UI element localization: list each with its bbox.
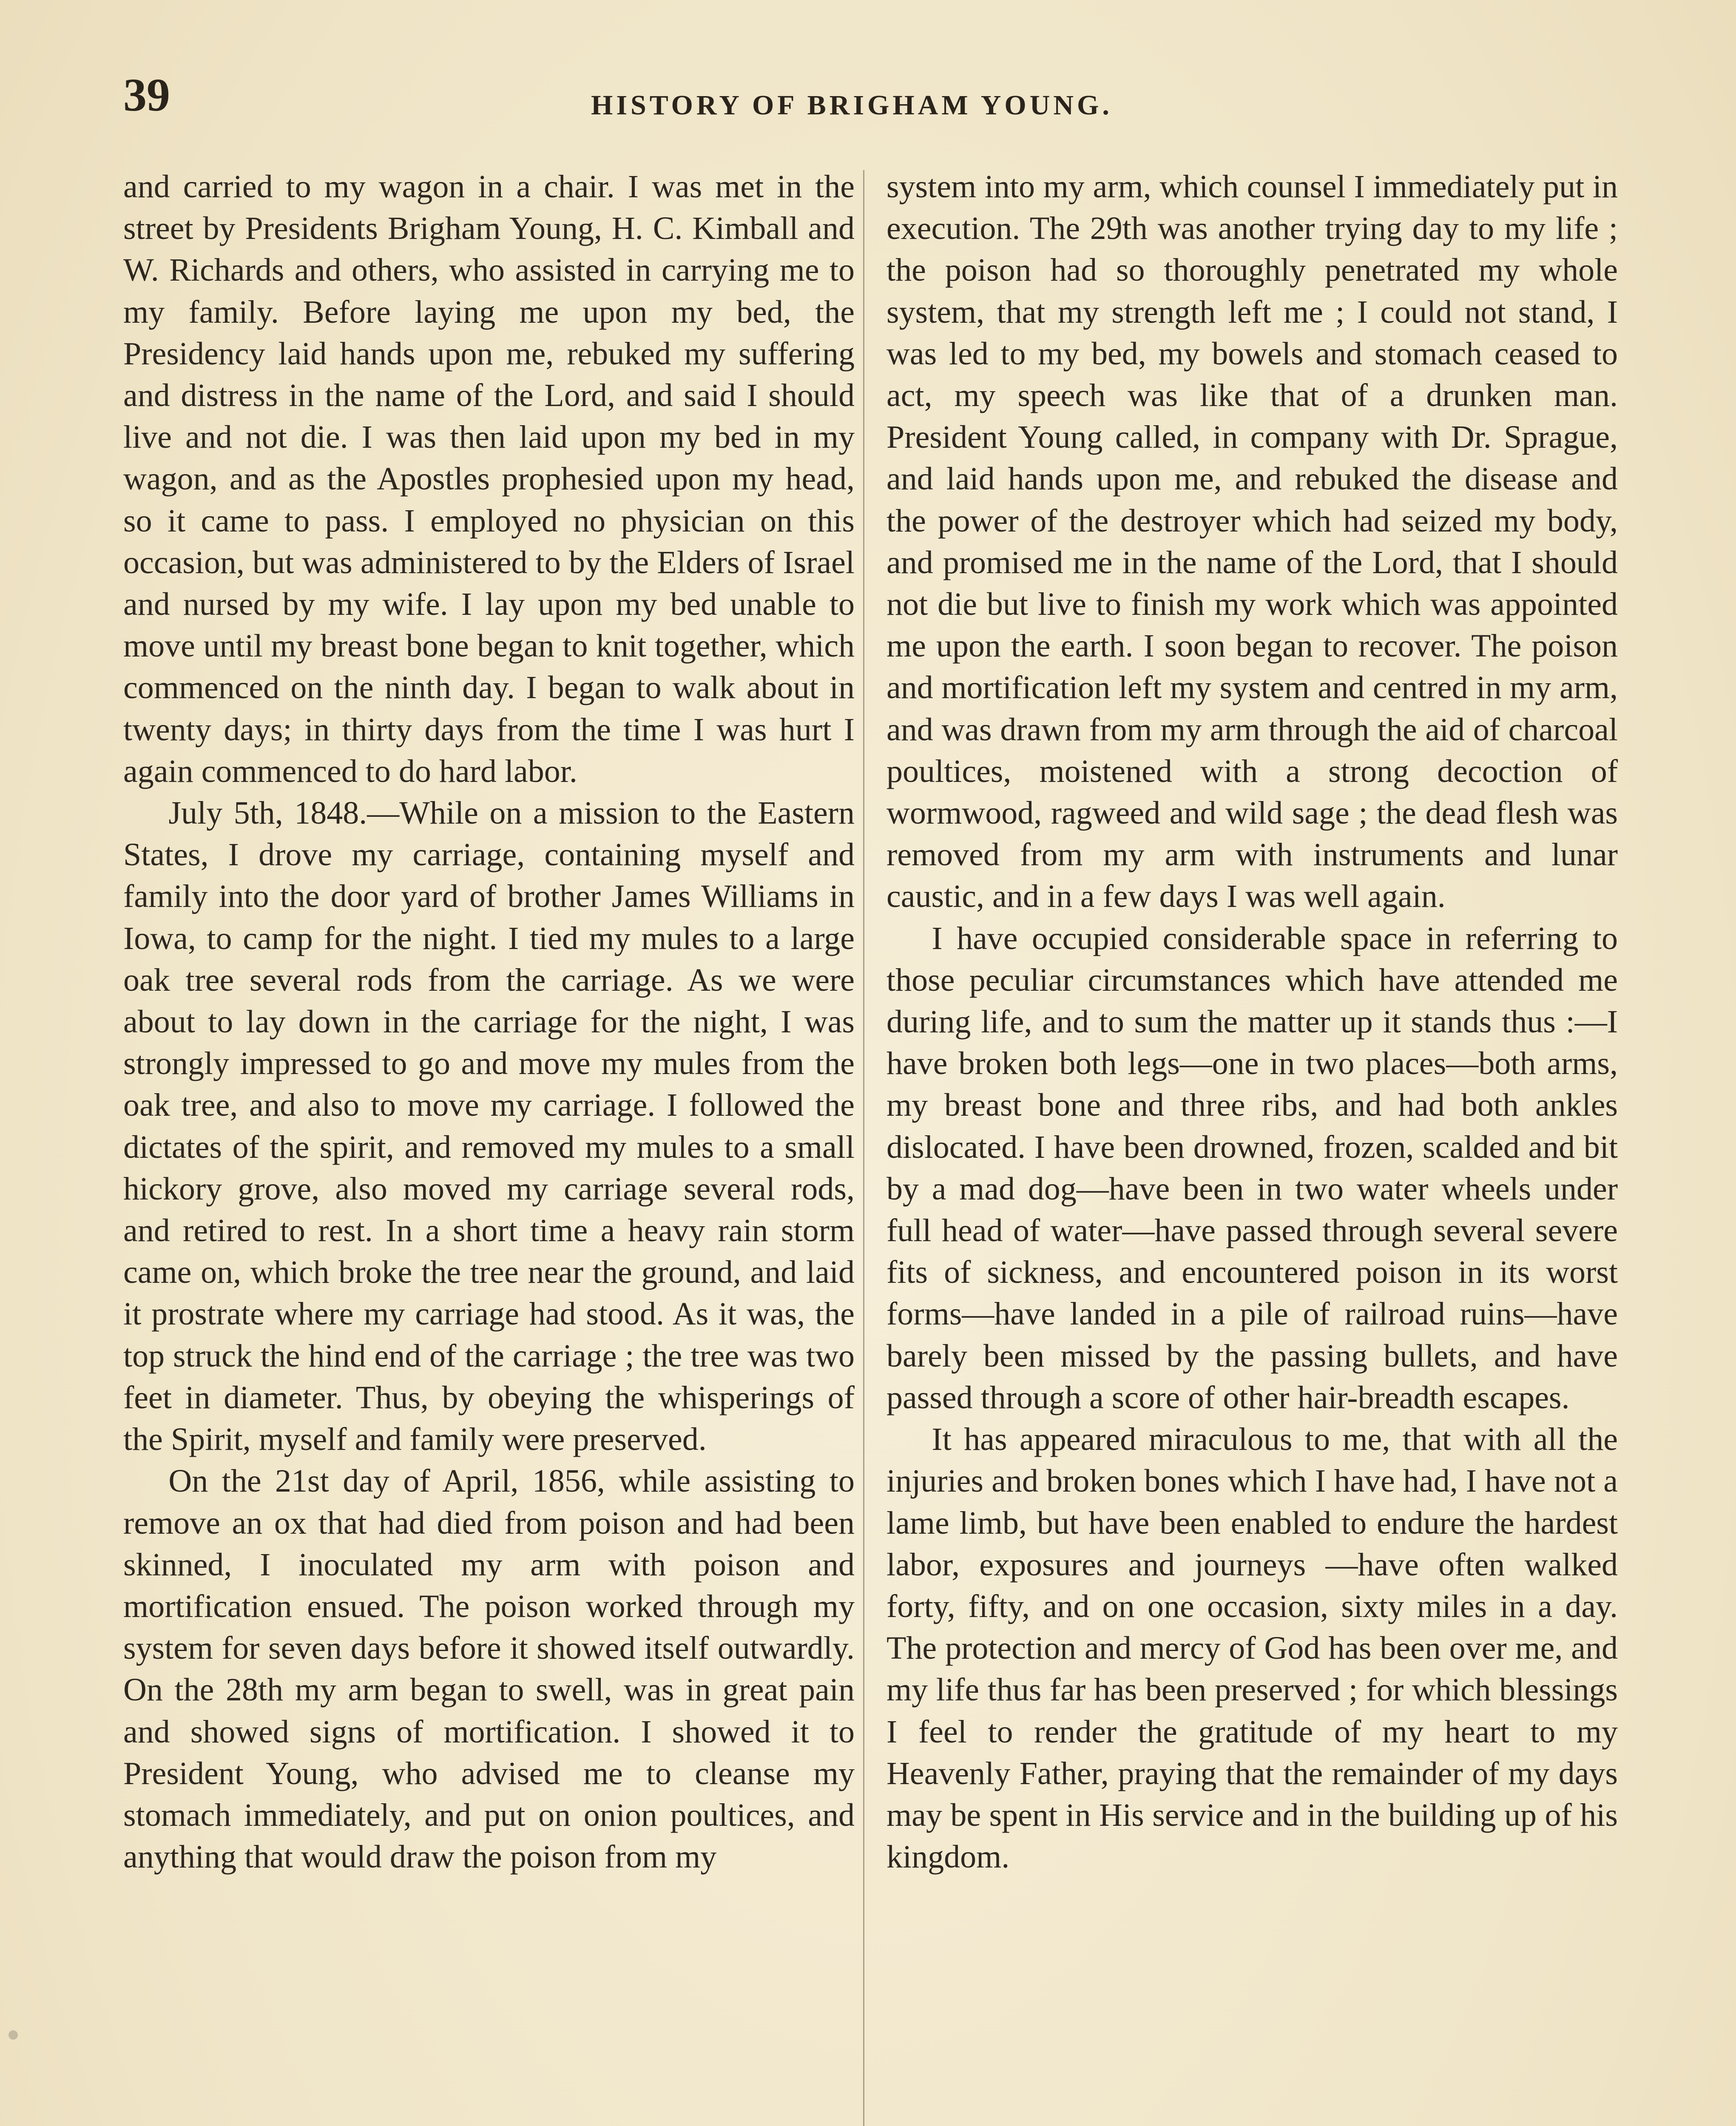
- paragraph: and carried to my wagon in a chair. I was met in the street by Presidents Brigham Young, H. C. Kimball and W. Richards and others, who assisted in carrying me to my family. Before laying me upon my bed, the Presidency laid hands upon me, rebuked my suffering and distress in the name of the Lord, and said I should live and not die. I was then laid upon my bed in my wagon, and as the Apostles prophesied upon my head, so it came to pass. I employed no physician on this occasion, but was administered to by the Elders of Israel and nursed by my wife. I lay upon my bed unable to move until my breast bone began to knit together, which commenced on the ninth day. I began to walk about in twenty days; in thirty days from the time I was hurt I again commenced to do hard labor.: [123, 169, 855, 789]
- page-header: [123, 64, 1620, 128]
- paragraph: system into my arm, which counsel I immediately put in execution. The 29th was another trying day to my life ; the poison had so thoroughly penetrated my whole system, that my strength left me ; I could not stand, I was led to my bed, my bowels and stomach ceased to act, my speech was like that of a drunken man. President Young called, in company with Dr. Sprague, and laid hands upon me, and rebuked the disease and the power of the destroyer which had seized my body, and promised me in the name of the Lord, that I should not die but live to finish my work which was appointed me upon the earth. I soon began to recover. The poison and mortification left my system and centred in my arm, and was drawn from my arm through the aid of charcoal poultices, moistened with a strong decoction of wormwood, ragweed and wild sage ; the dead flesh was removed from my arm with instruments and lunar caustic, and in a few days I was well again.: [886, 169, 1618, 915]
- left-column: [123, 166, 855, 1878]
- page-number: 39: [123, 69, 170, 121]
- paragraph: On the 21st day of April, 1856, while assisting to remove an ox that had died from poison and had been skinned, I inoculated my arm with poison and mortification ensued. The poison worked through my system for seven days before it showed itself outwardly. On the 28th my arm began to swell, was in great pain and showed signs of mortification. I showed it to President Young, who advised me to cleanse my stomach immediately, and put on onion poultices, and anything that would draw the poison from my: [123, 1463, 855, 1875]
- paper-speck: [9, 2030, 18, 2040]
- paragraph: I have occupied considerable space in referring to those peculiar circumstances which have attended me during life, and to sum the matter up it stands thus :—I have broken both legs—one in two places—both arms, my breast bone and three ribs, and had both ankles dislocated. I have been drowned, frozen, scalded and bit by a mad dog—have been in two water wheels under full head of water—have passed through several severe fits of sickness, and encountered poison in its worst forms—have landed in a pile of railroad ruins—have barely been missed by the passing bullets, and have passed through a score of other hair-breadth escapes.: [886, 920, 1618, 1415]
- column-divider: [863, 170, 864, 2126]
- paragraph: July 5th, 1848.—While on a mission to the Eastern States, I drove my carriage, containing myself and family into the door yard of brother James Williams in Iowa, to camp for the night. I tied my mules to a large oak tree several rods from the carriage. As we were about to lay down in the carriage for the night, I was strongly impressed to go and move my mules from the oak tree, and also to move my carriage. I followed the dictates of the spirit, and removed my mules to a small hickory grove, also moved my carriage several rods, and retired to rest. In a short time a heavy rain storm came on, which broke the tree near the ground, and laid it prostrate where my carriage had stood. As it was, the top struck the hind end of the carriage ; the tree was two feet in diameter. Thus, by obeying the whisperings of the Spirit, myself and family were preserved.: [123, 795, 855, 1458]
- right-column: [886, 166, 1618, 1878]
- paragraph: It has appeared miraculous to me, that with all the injuries and broken bones which I have had, I have not a lame limb, but have been enabled to endure the hardest labor, exposures and journeys —have often walked forty, fifty, and on one occasion, sixty miles in a day. The protection and mercy of God has been over me, and my life thus far has been preserved ; for which blessings I feel to render the gratitude of my heart to my Heavenly Father, praying that the remainder of my days may be spent in His service and in the building up of his kingdom.: [886, 1421, 1618, 1875]
- running-title: HISTORY OF BRIGHAM YOUNG.: [591, 90, 1113, 121]
